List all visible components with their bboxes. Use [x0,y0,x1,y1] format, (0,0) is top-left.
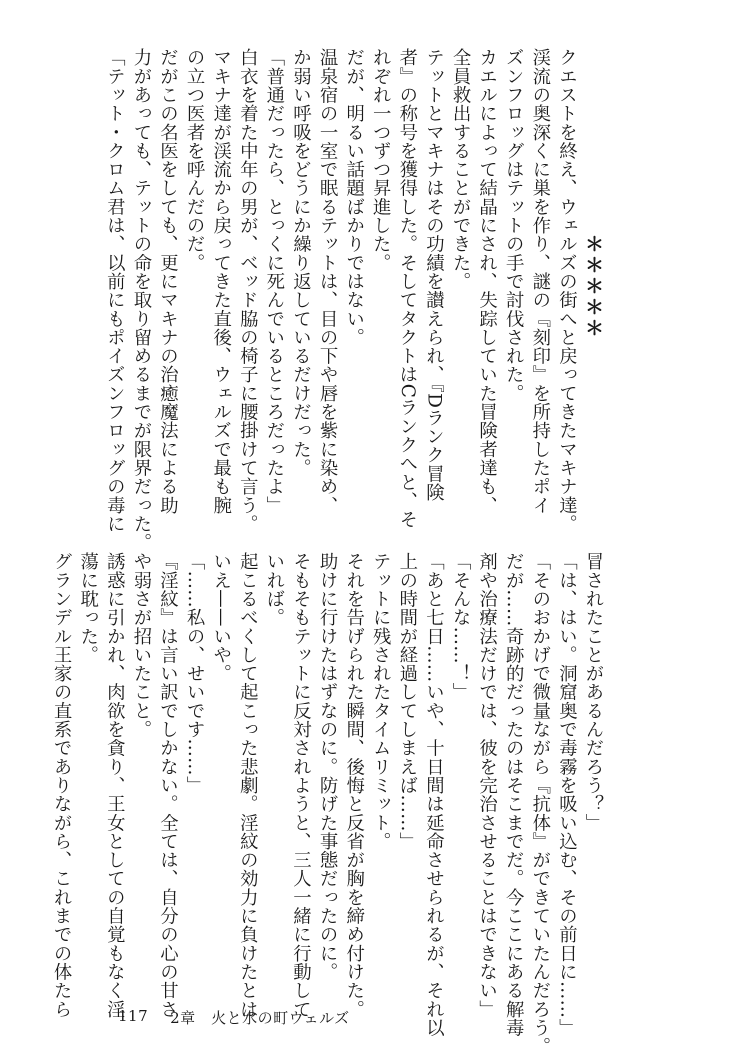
text-line: だが、明るい話題ばかりではない。 [343,48,365,347]
text-line: か弱い呼吸をどうにか繰り返しているだけだった。 [290,48,312,477]
text-line: 冒されたことがあるんだろう？」 [583,552,604,832]
section-break-stars: ＊＊＊＊＊ [582,234,604,339]
text-line: 白衣を着た中年の男が、ベッド脇の椅子に腰掛けて言う。 [237,48,259,533]
text-line: そもそもテットに反対されようと、三人一緒に行動して [290,552,312,1019]
text-line: 『淫紋』は言い訳でしかない。全ては、自分の心の甘さ [157,552,179,1019]
text-line: 助けに行けたはずなのに。防げた事態だったのに。 [317,552,339,981]
text-line: 起こるべくして起こった悲劇。淫紋の効力に負けたとは [237,552,259,1019]
text-line: テットとマキナはその功績を讃えられ、『Dランク冒険 [423,48,445,502]
text-line: 誘惑に引かれ、肉欲を貪り、王女としての自覚もなく淫 [104,552,126,1019]
text-line: 「普通だったら、とっくに死んでいるところだったよ」 [263,48,285,515]
upper-text-block [96,48,606,552]
text-line: 「は、はい。洞窟奥で毒霧を吸い込む、その前日に……」 [556,552,578,1037]
text-line: 「そのおかげで微量ながら『抗体』ができていたんだろう。 [529,552,551,1056]
text-line: いえ——いや。 [210,552,232,683]
text-line: マキナ達が渓流から戻ってきた直後、ウェルズで最も腕 [210,48,232,515]
text-line: ズンフロッグはテットの手で討伐された。 [503,48,525,403]
text-line: クエストを終え、ウェルズの街へと戻ってきたマキナ達。 [556,48,578,533]
text-line: それを告げられた瞬間、後悔と反省が胸を締め付けた。 [343,552,365,1019]
text-line: 力があっても、テットの命を取り留めるまでが限界だった。 [130,48,152,552]
text-line: だがこの名医をしても、更にマキナの治癒魔法による助 [157,48,179,515]
text-line: 「……私の、せいです……」 [184,552,206,795]
text-line: や弱さが招いたこと。 [130,552,152,739]
text-line: 渓流の奥深くに巣を作り、謎の『刻印』を所持したポイ [529,48,551,515]
text-line: 温泉宿の一室で眠るテットは、目の下や唇を紫に染め、 [317,48,339,515]
text-line: テットに残されたタイムリミット。 [370,552,392,851]
text-line: 者』の称号を獲得した。そしてタクトはCランクへと、そ [396,48,418,529]
text-line: グランデル王家の直系でありながら、これまでの体たら [51,552,73,1019]
text-line: 上の時間が経過してしまえば……」 [396,552,418,851]
text-line: 剤や治療法だけでは、彼を完治させることはできない」 [476,552,498,1019]
text-line: 「そんな……！」 [450,552,472,702]
text-line: だが……奇跡的だったのはそこまでだ。今ここにある解毒 [503,552,525,1037]
text-line: の立つ医者を呼んだのだ。 [184,48,206,272]
text-line: 「あと七日……いや、十日間は延命させられるが、それ以 [423,552,445,1037]
text-line: 「テット・クロム君は、以前にもポイズンフロッグの毒に [104,48,126,533]
text-line: れぞれ一つずつ昇進した。 [370,48,392,272]
page-number: 117 [118,1007,149,1025]
text-line: いれば。 [263,552,285,627]
text-line: 蕩に耽った。 [77,552,99,664]
chapter-title: 2章 火と水の町ウェルズ [170,1009,350,1027]
text-line: カエルによって結晶にされ、失踪していた冒険者達も、 [476,48,498,515]
page-footer [118,1007,350,1028]
text-line: 全員救出することができた。 [450,48,472,291]
